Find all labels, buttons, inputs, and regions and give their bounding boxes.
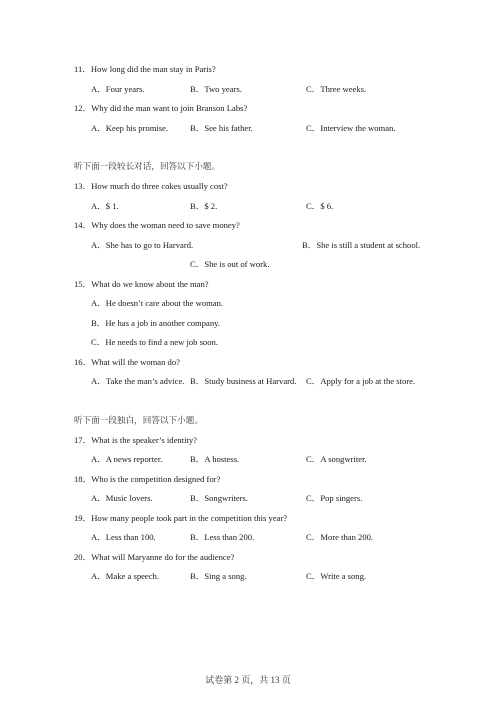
- question-14-option-b[interactable]: B．She is still a student at school.: [302, 240, 421, 250]
- question-20-option-b[interactable]: B．Sing a song.: [190, 571, 247, 581]
- question-14-option-c[interactable]: C．She is out of work.: [190, 259, 270, 269]
- question-20-stem: 20．What will Maryanne do for the audience?: [74, 552, 235, 562]
- question-18-stem: 18．Who is the competition designed for?: [74, 474, 221, 484]
- question-15-option-c[interactable]: C．He needs to find a new job soon.: [91, 337, 218, 347]
- question-12-option-b[interactable]: B．See his father.: [190, 123, 253, 133]
- question-15-stem: 15．What do we know about the man?: [74, 279, 209, 289]
- question-20-option-c[interactable]: C．Write a song.: [306, 571, 367, 581]
- question-14-option-a[interactable]: A．She has to go to Harvard.: [91, 240, 194, 250]
- question-18-option-c[interactable]: C．Pop singers.: [306, 493, 363, 503]
- question-19-option-b[interactable]: B．Less than 200.: [190, 532, 255, 542]
- question-16-stem: 16．What will the woman do?: [74, 357, 180, 367]
- section-instruction-dialogue: 听下面一段较长对话，回答以下小题。: [74, 161, 221, 171]
- question-12-stem: 12．Why did the man want to join Branson Labs?: [74, 103, 248, 113]
- question-11-option-a[interactable]: A．Four years.: [91, 84, 145, 94]
- question-13-option-a[interactable]: A．$ 1.: [91, 201, 119, 211]
- section-instruction-monologue: 听下面一段独白，回答以下小题。: [74, 415, 203, 425]
- question-16-option-b[interactable]: B．Study business at Harvard.: [190, 376, 297, 386]
- question-17-option-b[interactable]: B．A hostess.: [190, 454, 240, 464]
- page-footer: 试卷第 2 页，共 13 页: [205, 675, 291, 685]
- question-18-option-a[interactable]: A．Music lovers.: [91, 493, 153, 503]
- question-19-option-c[interactable]: C．More than 200.: [306, 532, 374, 542]
- question-17-option-c[interactable]: C．A songwriter.: [306, 454, 367, 464]
- question-18-option-b[interactable]: B．Songwriters.: [190, 493, 249, 503]
- question-11-stem: 11．How long did the man stay in Paris?: [74, 64, 216, 74]
- question-12-option-a[interactable]: A．Keep his promise.: [91, 123, 169, 133]
- question-13-stem: 13．How much do three cokes usually cost?: [74, 181, 228, 191]
- question-19-stem: 19．How many people took part in the competition this year?: [74, 513, 288, 523]
- question-15-option-b[interactable]: B．He has a job in another company.: [91, 318, 221, 328]
- question-11-option-c[interactable]: C．Three weeks.: [306, 84, 367, 94]
- question-16-option-c[interactable]: C．Apply for a job at the store.: [306, 376, 416, 386]
- question-11-option-b[interactable]: B．Two years.: [190, 84, 242, 94]
- question-19-option-a[interactable]: A．Less than 100.: [91, 532, 156, 542]
- question-17-option-a[interactable]: A．A news reporter.: [91, 454, 163, 464]
- question-13-option-c[interactable]: C．$ 6.: [306, 201, 334, 211]
- question-12-option-c[interactable]: C．Interview the woman.: [306, 123, 396, 133]
- question-15-option-a[interactable]: A．He doesn’t care about the woman.: [91, 298, 224, 308]
- question-20-option-a[interactable]: A．Make a speech.: [91, 571, 160, 581]
- question-14-stem: 14．Why does the woman need to save money?: [74, 220, 240, 230]
- question-13-option-b[interactable]: B．$ 2.: [190, 201, 218, 211]
- question-17-stem: 17．What is the speaker’s identity?: [74, 435, 197, 445]
- question-16-option-a[interactable]: A．Take the man’s advice.: [91, 376, 185, 386]
